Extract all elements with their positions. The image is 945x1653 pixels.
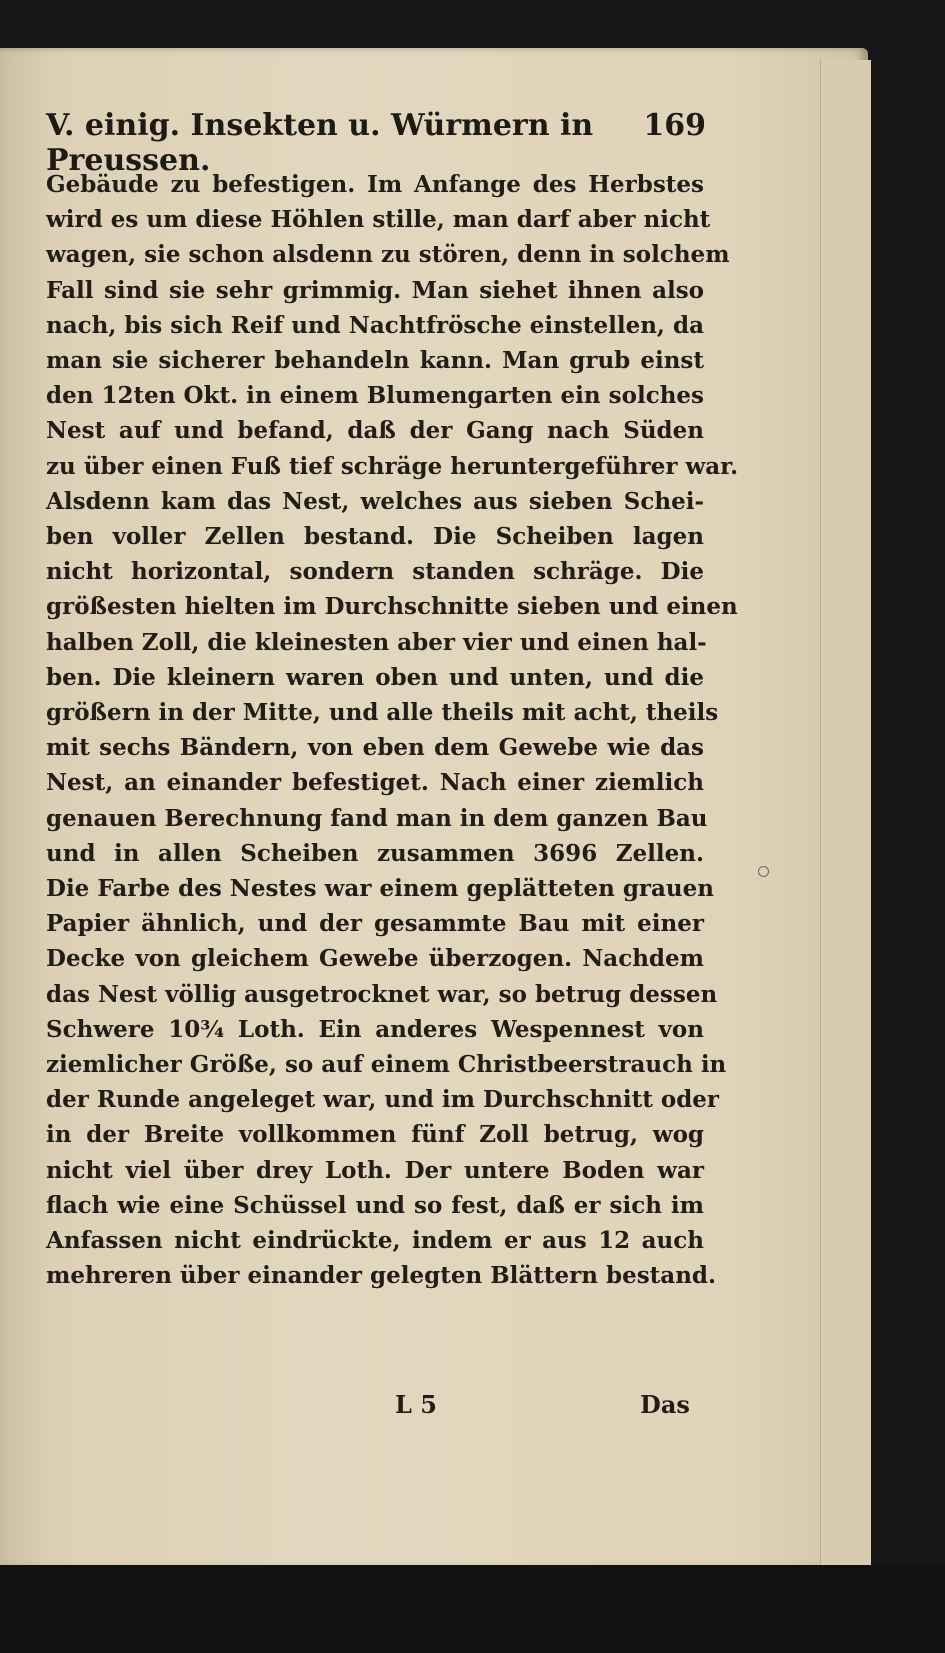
paper-blemish: [758, 866, 769, 877]
text-line: Fall sind sie sehr grimmig. Man siehet ihnen also: [46, 276, 704, 304]
text-line: und in allen Scheiben zusammen 3696 Zellen.: [46, 839, 704, 867]
text-line: halben Zoll, die kleinesten aber vier und einen hal-: [46, 628, 707, 656]
text-line: nach, bis sich Reif und Nachtfrösche einstellen, da: [46, 311, 704, 339]
text-line: nicht viel über drey Loth. Der untere Boden war: [46, 1156, 704, 1184]
text-line: Anfassen nicht eindrückte, indem er aus 12 auch: [46, 1227, 704, 1254]
text-line: mit sechs Bändern, von eben dem Gewebe wie das: [46, 734, 704, 762]
running-header: [46, 108, 706, 178]
text-line: den 12ten Okt. in einem Blumengarten ein solches: [46, 382, 704, 410]
running-title: V. einig. Insekten u. Würmern in Preussen.: [46, 108, 594, 178]
text-line: größern in der Mitte, und alle theils mit acht, theils: [46, 699, 719, 726]
text-line: wird es um diese Höhlen stille, man darf aber nicht: [46, 206, 711, 234]
text-line: nicht horizontal, sondern standen schräge. Die: [46, 558, 704, 586]
text-line: ziemlicher Größe, so auf einem Christbeerstrauch in: [46, 1051, 727, 1078]
text-line: Nest, an einander befestiget. Nach einer ziemlich: [46, 769, 704, 797]
text-line: mehreren über einander gelegten Blättern bestand.: [46, 1262, 717, 1290]
signature-mark: L 5: [395, 1390, 437, 1419]
text-line: größesten hielten im Durchschnitte sieben und einen: [46, 593, 738, 621]
text-line: Die Farbe des Nestes war einem geplätteten grauen: [46, 875, 715, 902]
text-line: man sie sicherer behandeln kann. Man grub einst: [46, 347, 704, 374]
text-line: Alsdenn kam das Nest, welches aus sieben Schei-: [46, 487, 704, 515]
text-line: ben. Die kleinern waren oben und unten, und die: [46, 663, 704, 691]
text-line: zu über einen Fuß tief schräge heruntergeführer war.: [46, 452, 739, 480]
text-line: Papier ähnlich, und der gesammte Bau mit einer: [46, 910, 704, 938]
text-line: genauen Berechnung fand man in dem ganzen Bau: [46, 804, 708, 832]
text-line: in der Breite vollkommen fünf Zoll betrug, wog: [46, 1121, 704, 1149]
background-surface: [0, 1565, 945, 1653]
text-line: flach wie eine Schüssel und so fest, daß er sich im: [46, 1191, 704, 1219]
page-edge: [820, 60, 871, 1565]
text-line: ben voller Zellen bestand. Die Scheiben lagen: [46, 523, 704, 550]
text-line: der Runde angeleget war, und im Durchschnitt oder: [46, 1086, 720, 1114]
catchword: Das: [640, 1390, 690, 1419]
text-line: wagen, sie schon alsdenn zu stören, denn in solchem: [46, 241, 730, 269]
text-line: Nest auf und befand, daß der Gang nach Süden: [46, 417, 704, 445]
page-number: 169: [643, 108, 706, 143]
text-line: das Nest völlig ausgetrocknet war, so betrug dessen: [46, 980, 718, 1008]
text-line: Decke von gleichem Gewebe überzogen. Nachdem: [46, 945, 704, 973]
text-line: Gebäude zu befestigen. Im Anfange des Herbstes: [46, 171, 704, 198]
text-line: Schwere 10¾ Loth. Ein anderes Wespennest von: [46, 1015, 704, 1043]
